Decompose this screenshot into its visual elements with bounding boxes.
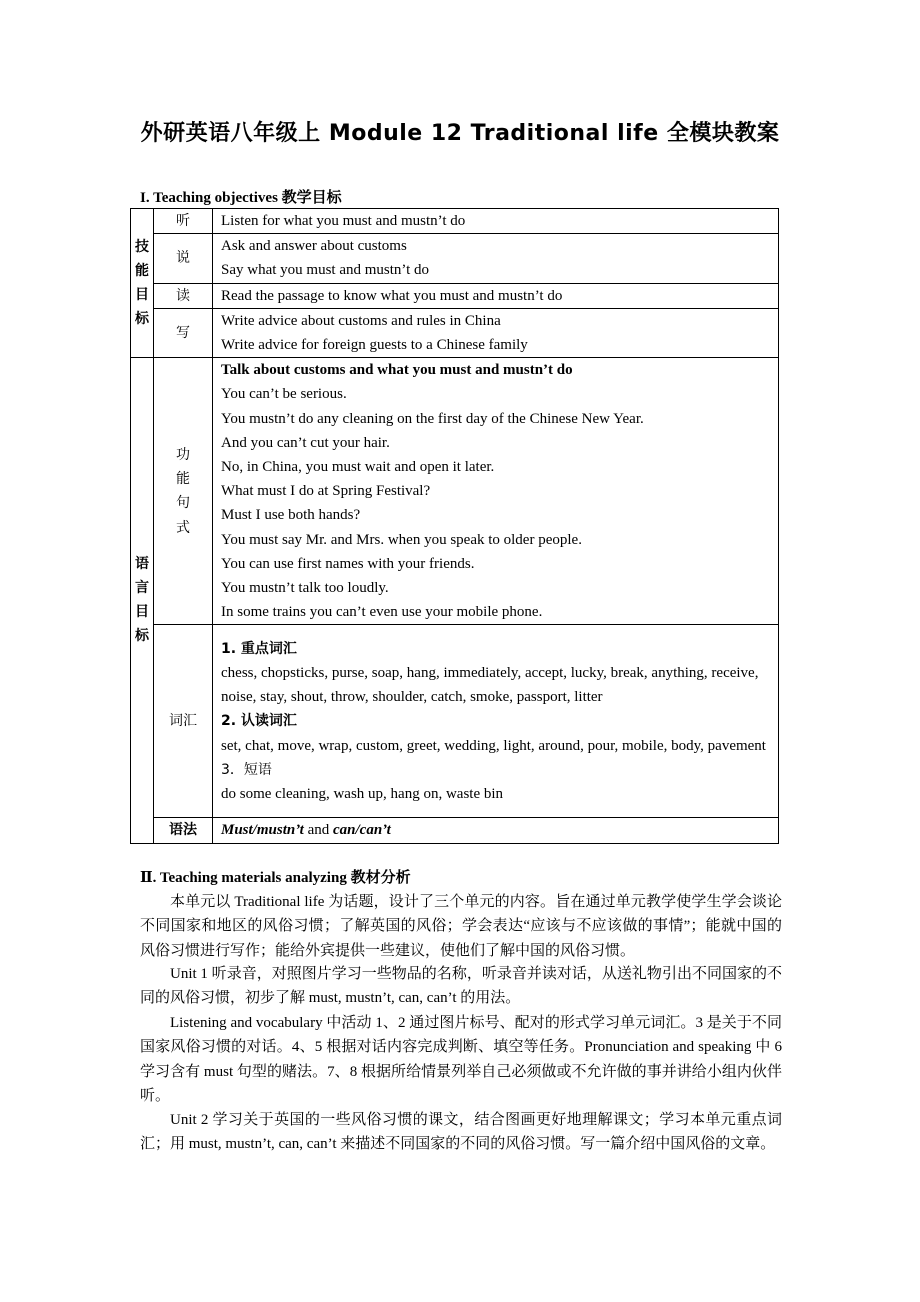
skill-speaking-text: Ask and answer about customs Say what you must and mustn’t do [213, 234, 779, 283]
objectives-table [130, 208, 779, 844]
grammar-content: Must/mustn’t and can/can’t [213, 818, 779, 843]
page-title: 外研英语八年级上 Module 12 Traditional life 全模块教案 [140, 121, 780, 146]
skill-label-listening: 听 [154, 209, 213, 234]
listening-vocabulary-paragraph: Listening and vocabulary 中活动 1、2 通过图片标号、配对的形式学习单元词汇。3 是关于不同国家风俗习惯的对话。4、5 根据对话内容完成判断、填空等任务。Pronunciation and speaking 中 6 学习含有 must 句型的赌法。7、8 根据所给情景列举自己必须做或不允许做的事并讲给小组内伙伴听。 [140, 1015, 782, 1104]
skill-reading-text: Read the passage to know what you must and mustn’t do [213, 283, 779, 308]
language-category-cell: 语 言 目 标 [131, 358, 154, 843]
unit2-paragraph: Unit 2 学习关于英国的一些风俗习惯的课文，结合图画更好地理解课文；学习本单元重点词汇；用 must, mustn’t, can, can’t 来描述不同国家的不同的风俗习惯。写一篇介绍中国风俗的文章。 [140, 1112, 782, 1153]
functions-sentences: Talk about customs and what you must and mustn’t do You can’t be serious. You mustn’t do any cleaning on the first day of the Chinese New Year. And you can’t cut your hair. No, in China, you must wait and open it later. What must I do at Spring Festival? Must I use both hands? You must say Mr. and Mrs. when you speak to older people. You can use first names with your friends. You mustn’t talk too loudly. In some trains you can’t even use your mobile phone. [213, 358, 779, 625]
phrases: do some cleaning, wash up, hang on, waste bin [221, 785, 504, 802]
functions-heading: Talk about customs and what you must and mustn’t do [221, 362, 573, 379]
skill-label-reading: 读 [154, 283, 213, 308]
grammar-label: 语法 [154, 818, 213, 843]
recognition-words: set, chat, move, wrap, custom, greet, wedding, light, around, pour, mobile, body, pavement [221, 737, 766, 754]
key-words: chess, chopsticks, purse, soap, hang, immediately, accept, lucky, break, anything, receive, noise, stay, shout, throw, shoulder, catch, smoke, passport, litter [221, 664, 759, 706]
skill-listening-text: Listen for what you must and mustn’t do [213, 209, 779, 234]
skill-writing-text: Write advice about customs and rules in China Write advice for foreign guests to a Chinese family [213, 308, 779, 357]
unit1-paragraph: Unit 1 听录音，对照图片学习一些物品的名称，听录音并读对话，从送礼物引出不同国家的不同的风俗习惯，初步了解 must, mustn’t, can, can’t 的用法。 [140, 966, 782, 1007]
section-heading-objectives: I. Teaching objectives 教学目标 [140, 190, 342, 206]
functions-label: 功 能 句 式 [154, 358, 213, 625]
section-heading-materials: Ⅱ. Teaching materials analyzing 教材分析 [140, 870, 411, 886]
skill-label-speaking: 说 [154, 234, 213, 283]
skill-label-writing: 写 [154, 308, 213, 357]
vocabulary-label: 词汇 [154, 625, 213, 818]
phrases-heading: 3．短语 [221, 761, 272, 778]
key-words-heading: 1. 重点词汇 [221, 640, 297, 657]
skills-category-cell: 技 能 目 标 [131, 209, 154, 358]
recognition-words-heading: 2. 认读词汇 [221, 713, 297, 730]
vocabulary-content [213, 625, 779, 818]
intro-paragraph: 本单元以 Traditional life 为话题，设计了三个单元的内容。旨在通过单元教学使学生学会谈论不同国家和地区的风俗习惯；了解英国的风俗；学会表达“应该与不应该做的事情”；能就中国的风俗习惯进行写作；能给外宾提供一些建议，使他们了解中国的风俗习惯。 [140, 894, 782, 959]
